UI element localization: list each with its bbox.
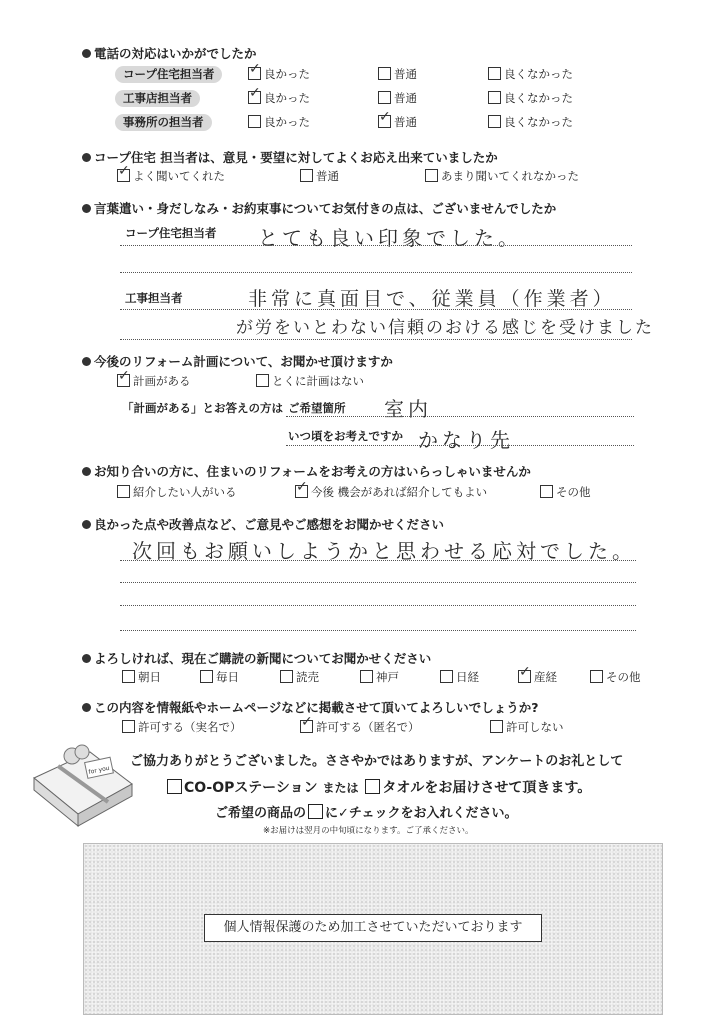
q3-line-2 bbox=[120, 272, 632, 273]
towel-checkbox[interactable] bbox=[365, 779, 380, 794]
q1-row2-option-good[interactable]: ✓ 良かった bbox=[248, 91, 310, 105]
q8-option-anonymous[interactable]: ✓ 許可する（匿名で） bbox=[300, 720, 420, 734]
q6-question: 良かった点や改善点など、ご意見やご感想をお聞かせください bbox=[82, 515, 444, 533]
q7-option-asahi[interactable]: 朝日 bbox=[122, 670, 161, 684]
q4-option-plan[interactable]: ✓計画がある bbox=[117, 374, 191, 388]
q1-row2-option-bad[interactable]: 良くなかった bbox=[488, 91, 573, 105]
q3-line-4 bbox=[120, 339, 632, 340]
footer-thanks: ご協力ありがとうございました。ささやかではありますが、アンケートのお礼として bbox=[130, 754, 624, 769]
q1-row3-option-normal[interactable]: ✓ 普通 bbox=[378, 115, 417, 129]
or-text: または bbox=[322, 781, 359, 795]
q4-when-answer: かなり先 bbox=[418, 428, 514, 452]
q6-answer: 次回もお願いしようかと思わせる応対でした。 bbox=[132, 539, 636, 563]
coop-station-checkbox[interactable] bbox=[167, 779, 182, 794]
q1-row1-option-bad[interactable]: 良くなかった bbox=[488, 67, 573, 81]
q5-option-other[interactable]: その他 bbox=[540, 485, 591, 499]
q2-option-not-listened[interactable]: あまり聞いてくれなかった bbox=[425, 169, 579, 183]
q4-option-no-plan[interactable]: とくに計画はない bbox=[256, 374, 364, 388]
q7-option-mainichi[interactable]: 毎日 bbox=[200, 670, 239, 684]
q5-option-maybe[interactable]: ✓ 今後 機会があれば紹介してもよい bbox=[295, 485, 487, 499]
q3-contractor-label: 工事担当者 bbox=[125, 291, 183, 305]
q3-coop-answer: とても良い印象でした。 bbox=[258, 226, 522, 250]
q4-place-label: ご希望箇所 bbox=[288, 401, 346, 415]
q7-option-kobe[interactable]: 神戸 bbox=[360, 670, 399, 684]
q2-option-listened[interactable]: ✓よく聞いてくれた bbox=[117, 169, 225, 183]
q4-followup-label: 「計画がある」とお答えの方は bbox=[122, 401, 283, 415]
q7-question: よろしければ、現在ご購読の新聞についてお聞かせください bbox=[82, 649, 431, 667]
q4-when-label: いつ頃をお考えですか bbox=[288, 429, 403, 443]
towel-label: タオル bbox=[382, 780, 425, 796]
q7-option-other[interactable]: その他 bbox=[590, 670, 641, 684]
q1-row1-label: コープ住宅担当者 bbox=[115, 66, 222, 83]
q2-option-normal[interactable]: 普通 bbox=[300, 169, 339, 183]
q1-row2-label: 工事店担当者 bbox=[115, 90, 200, 107]
footer-choice-line bbox=[165, 777, 591, 797]
q6-line-2 bbox=[120, 582, 636, 583]
coop-station-label: CO-OPステーション bbox=[184, 780, 318, 796]
q3-contractor-answer-2: が労をいとわない信頼のおける感じを受けました bbox=[236, 318, 654, 338]
q3-coop-label: コープ住宅担当者 bbox=[125, 226, 217, 240]
q8-option-real-name[interactable]: 許可する（実名で） bbox=[122, 720, 242, 734]
footer-note: ※お届けは翌月の中旬頃になります。ご了承ください。 bbox=[263, 826, 474, 836]
privacy-notice: 個人情報保護のため加工させていただいております bbox=[204, 914, 542, 942]
q5-option-want[interactable]: 紹介したい人がいる bbox=[117, 485, 237, 499]
q8-question: この内容を情報紙やホームページなどに掲載させて頂いてよろしいでしょうか? bbox=[82, 698, 539, 716]
gift-box-icon bbox=[28, 740, 138, 830]
q7-option-yomiuri[interactable]: 読売 bbox=[280, 670, 319, 684]
gift-tag-text: for you bbox=[88, 764, 111, 776]
q4-place-line bbox=[286, 416, 634, 417]
q1-question: 電話の対応はいかがでしたか bbox=[82, 44, 257, 62]
q4-question: 今後のリフォーム計画について、お聞かせ頂けますか bbox=[82, 352, 393, 370]
q1-row3-option-bad[interactable]: 良くなかった bbox=[488, 115, 573, 129]
q1-row2-option-normal[interactable]: 普通 bbox=[378, 91, 417, 105]
q3-line-3 bbox=[120, 309, 632, 310]
footer-instructions: ご希望の商品の に✓チェックをお入れください。 bbox=[215, 806, 518, 821]
deliver-text: をお届けさせて頂きます。 bbox=[424, 780, 592, 796]
q1-row1-option-good[interactable]: ✓ 良かった bbox=[248, 67, 310, 81]
q6-line-3 bbox=[120, 605, 636, 606]
q3-contractor-answer-1: 非常に真面目で、従業員（作業者） bbox=[248, 288, 616, 310]
q1-row3-option-good[interactable]: 良かった bbox=[248, 115, 310, 129]
q4-when-line bbox=[286, 445, 634, 446]
q7-option-sankei[interactable]: ✓ 産経 bbox=[518, 670, 557, 684]
q8-option-deny[interactable]: 許可しない bbox=[490, 720, 564, 734]
q6-line-1 bbox=[120, 560, 636, 561]
q6-line-4 bbox=[120, 630, 636, 631]
q4-place-answer: 室内 bbox=[384, 397, 432, 421]
q2-question: コープ住宅 担当者は、意見・要望に対してよくお応え出来ていましたか bbox=[82, 148, 498, 166]
q3-line-1 bbox=[120, 245, 632, 246]
q5-question: お知り合いの方に、住まいのリフォームをお考えの方はいらっしゃいませんか bbox=[82, 462, 531, 480]
q1-row1-option-normal[interactable]: 普通 bbox=[378, 67, 417, 81]
q3-question: 言葉遣い・身だしなみ・お約束事についてお気付きの点は、ございませんでしたか bbox=[82, 199, 556, 217]
q1-row3-label: 事務所の担当者 bbox=[115, 114, 212, 131]
q7-option-nikkei[interactable]: 日経 bbox=[440, 670, 479, 684]
example-box bbox=[308, 804, 323, 819]
